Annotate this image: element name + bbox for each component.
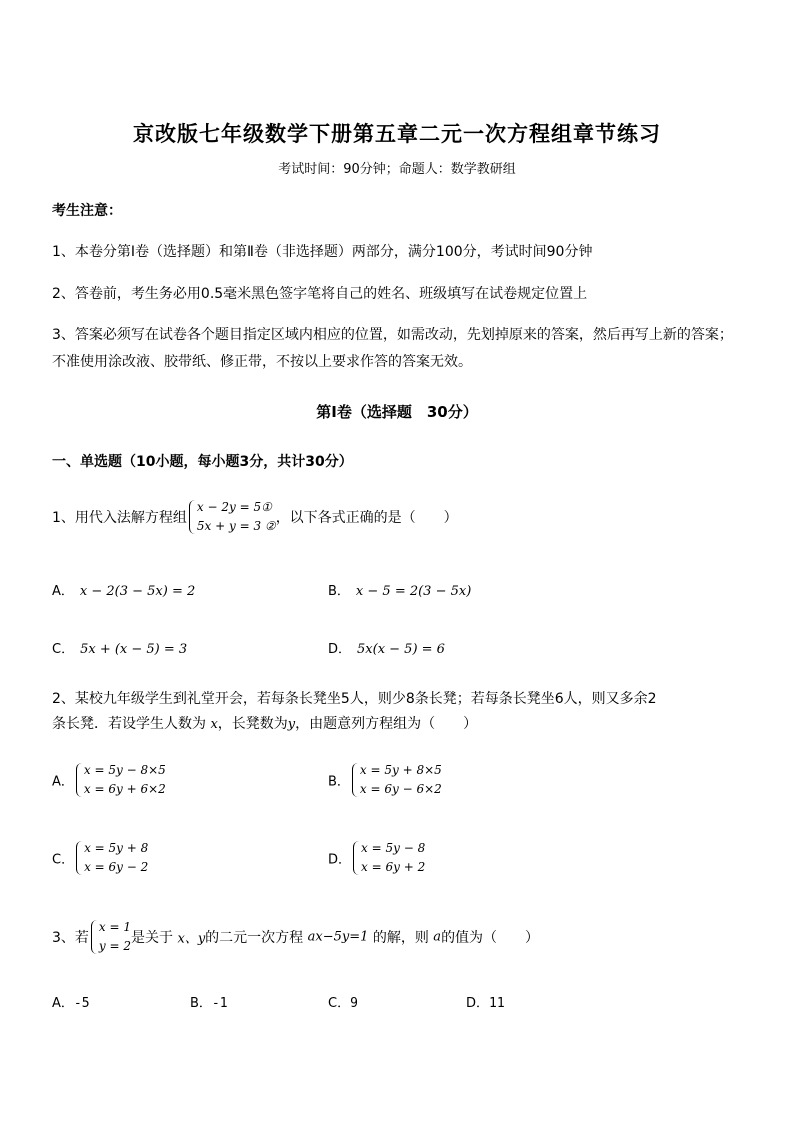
q3-text: 的解，则 bbox=[372, 930, 429, 946]
q3-text: 是关于 bbox=[131, 930, 174, 946]
q3-var-a: a bbox=[433, 929, 442, 945]
q1-option-a[interactable] bbox=[52, 580, 195, 599]
q1-option-b[interactable] bbox=[328, 580, 471, 599]
q2-var-x: x bbox=[210, 717, 218, 732]
option-value: -5 bbox=[73, 996, 90, 1011]
page-title: 京改版七年级数学下册第五章二元一次方程组章节练习 bbox=[133, 122, 661, 146]
q3-solution-system bbox=[89, 918, 131, 956]
option-equation-system bbox=[74, 761, 166, 799]
question-3 bbox=[52, 918, 539, 956]
q3-option-d[interactable] bbox=[466, 992, 505, 1011]
q1-equation-2: 5x + y = 3 ② bbox=[196, 519, 276, 533]
equation: y = 2 bbox=[98, 939, 132, 953]
option-label: B． bbox=[328, 774, 350, 790]
q1-option-d[interactable] bbox=[328, 638, 445, 657]
option-equation-system bbox=[350, 761, 442, 799]
option-label: A． bbox=[52, 774, 74, 790]
equation: x = 5y + 8×5 bbox=[359, 763, 442, 777]
equation: x = 6y + 2 bbox=[361, 860, 426, 874]
q2-option-d[interactable] bbox=[328, 839, 425, 877]
q2-var-y: y bbox=[287, 717, 296, 732]
equation: x = 5y − 8 bbox=[361, 841, 426, 855]
section-title: 第Ⅰ卷（选择题 30分） bbox=[316, 403, 478, 421]
question-1 bbox=[52, 498, 458, 536]
q2-text: ，由题意列方程组为（ ） bbox=[295, 716, 478, 732]
q3-option-a[interactable] bbox=[52, 992, 90, 1011]
q2-option-a[interactable] bbox=[52, 761, 166, 799]
option-label: A． bbox=[52, 584, 74, 599]
option-expression: 5x + (x − 5) = 3 bbox=[80, 642, 188, 657]
equation: x = 5y − 8×5 bbox=[83, 763, 166, 777]
option-equation-system bbox=[351, 839, 425, 877]
q3-text: 的二元一次方程 bbox=[205, 930, 304, 946]
option-value: 11 bbox=[489, 996, 505, 1011]
option-value: 9 bbox=[350, 996, 358, 1011]
option-label: C． bbox=[328, 996, 351, 1011]
option-label: C． bbox=[52, 642, 75, 657]
q3-option-b[interactable] bbox=[190, 992, 228, 1011]
option-label: C． bbox=[52, 852, 75, 868]
option-label: B． bbox=[328, 584, 350, 599]
q2-option-c[interactable] bbox=[52, 839, 148, 877]
option-label: D． bbox=[466, 996, 490, 1011]
option-label: A． bbox=[52, 996, 74, 1011]
equation: x = 5y + 8 bbox=[84, 841, 149, 855]
q1-equation-system bbox=[187, 498, 276, 536]
option-expression: x − 2(3 − 5x) = 2 bbox=[79, 584, 196, 599]
q1-option-c[interactable] bbox=[52, 638, 187, 657]
notice-item-3: 3、答案必须写在试卷各个题目指定区域内相应的位置，如需改动，先划掉原来的答案，然后再写上新的答案；不准使用涂改液、胶带纸、修正带，不按以上要求作答的答案无效。 bbox=[52, 327, 733, 370]
equation: x = 6y − 2 bbox=[84, 860, 149, 874]
q3-option-c[interactable] bbox=[328, 992, 358, 1011]
option-value: -1 bbox=[211, 996, 228, 1011]
q3-text: 的值为（ ） bbox=[441, 930, 540, 946]
option-equation-system bbox=[74, 839, 148, 877]
part-title: 一、单选题（10小题，每小题3分，共计30分） bbox=[52, 454, 353, 470]
q1-suffix: ，以下各式正确的是（ ） bbox=[275, 510, 458, 526]
equation: x = 6y − 6×2 bbox=[359, 782, 442, 796]
q3-equation: ax−5y=1 bbox=[307, 929, 369, 945]
notice-item-1: 1、本卷分第Ⅰ卷（选择题）和第Ⅱ卷（非选择题）两部分，满分100分，考试时间90分钟 bbox=[52, 244, 593, 260]
notice-item-2: 2、答卷前，考生务必用0.5毫米黑色签字笔将自己的姓名、班级填写在试卷规定位置上 bbox=[52, 286, 588, 302]
notice-heading: 考生注意： bbox=[52, 203, 122, 219]
equation: x = 6y + 6×2 bbox=[83, 782, 166, 796]
option-label: D． bbox=[328, 852, 352, 868]
q2-option-b[interactable] bbox=[328, 761, 442, 799]
q3-text: 3、若 bbox=[52, 930, 89, 946]
q3-vars: x、y bbox=[177, 931, 206, 947]
question-2-line-1: 2、某校九年级学生到礼堂开会，若每条长凳坐5人，则少8条长凳；若每条长凳坐6人，则又多余2 bbox=[52, 691, 657, 707]
option-label: B． bbox=[190, 996, 212, 1011]
q2-text: 条长凳．若设学生人数为 bbox=[52, 716, 206, 732]
option-expression: x − 5 = 2(3 − 5x) bbox=[355, 584, 472, 599]
question-2-line-2 bbox=[52, 713, 477, 733]
exam-info: 考试时间：90分钟；命题人：数学教研组 bbox=[278, 162, 516, 177]
equation: x = 1 bbox=[98, 920, 132, 934]
option-expression: 5x(x − 5) = 6 bbox=[357, 642, 445, 657]
q2-text: ，长凳数为 bbox=[217, 716, 288, 732]
option-label: D． bbox=[328, 642, 352, 657]
q1-prefix: 1、用代入法解方程组 bbox=[52, 510, 187, 526]
q1-equation-1: x − 2y = 5① bbox=[196, 500, 272, 514]
